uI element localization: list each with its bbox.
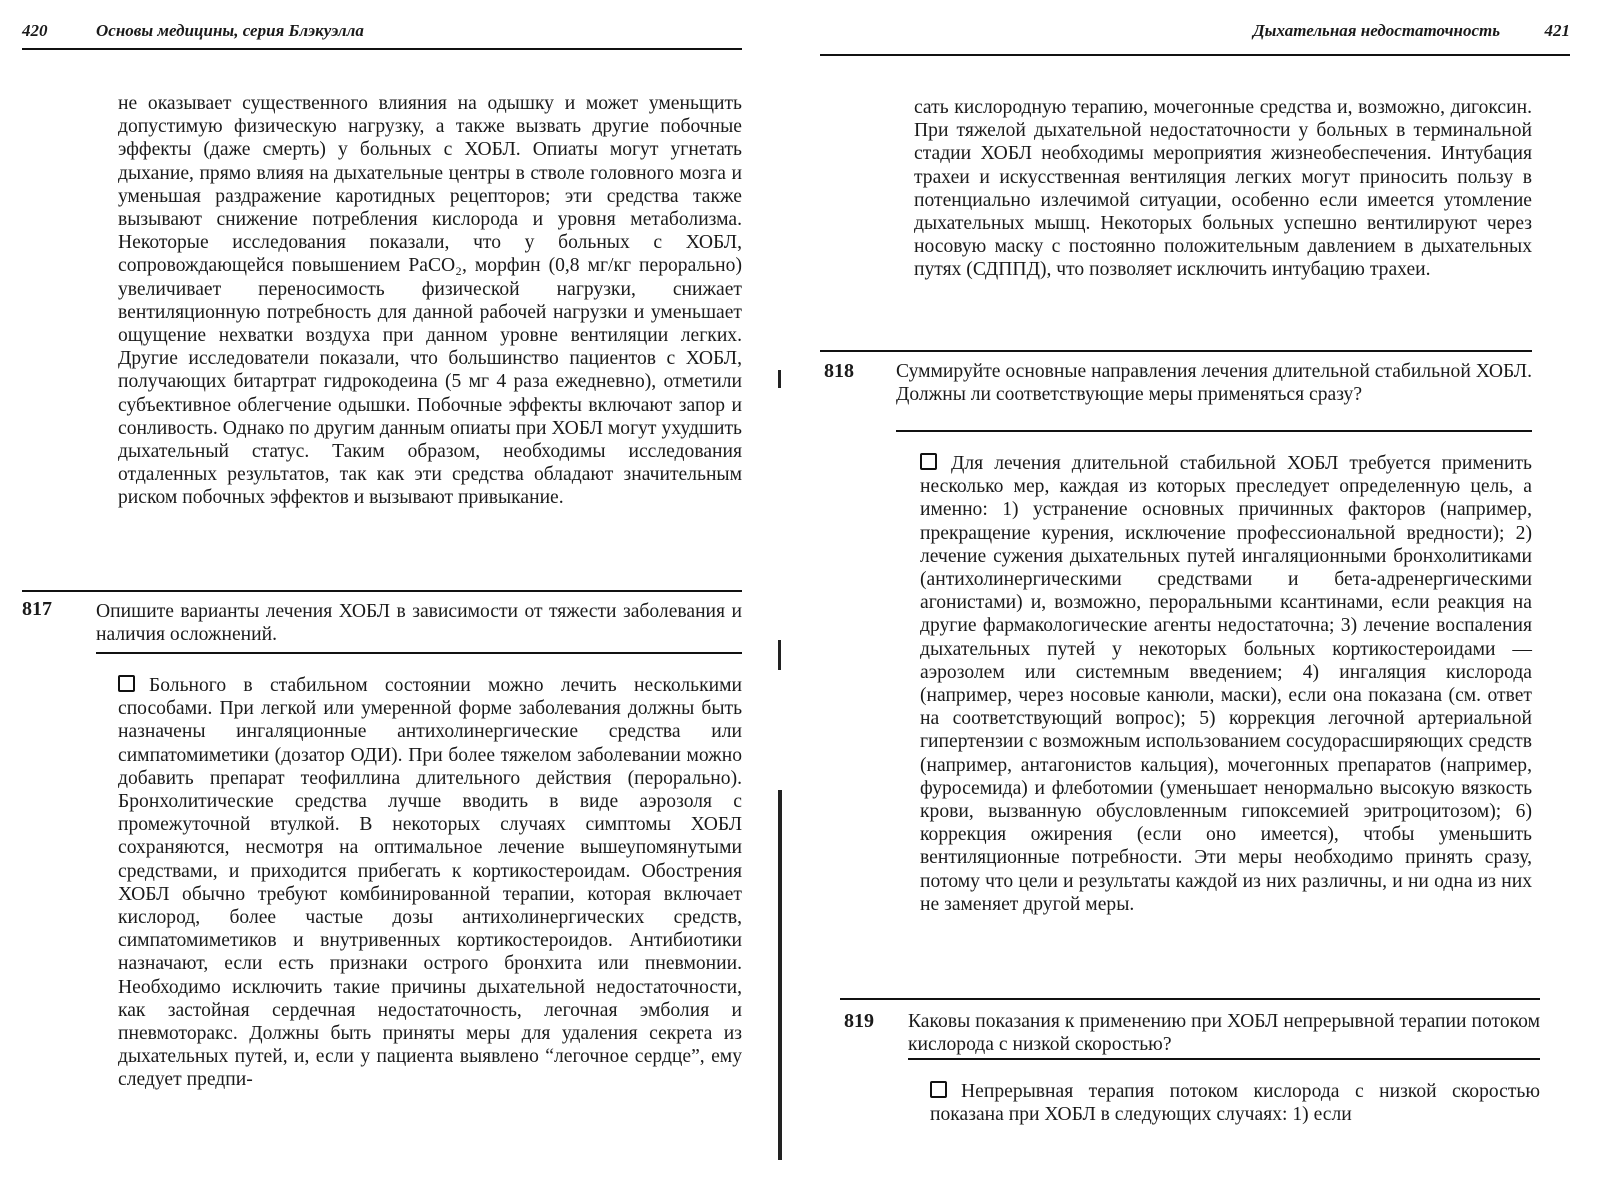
- gutter-binding-shadow: [778, 790, 782, 1160]
- q819-number: 819: [844, 1010, 874, 1032]
- right-continued-paragraph: сать кислородную терапию, мочегонные средства и, возможно, дигоксин. При тяжелой дыхательной недостаточности у больных в терминальной стадии ХОБЛ необходимы мероприятия жизнеобеспечения. Интубация трахеи и искусственная вентиляция легких могут приносить пользу в потенциально излечимой ситуации, особенно если имеется утомление дыхательных мышц. Некоторых больных успешно вентилируют через носовую маску с постоянно положительным давлением в дыхательных путях (СДППД), что позволяет исключить интубацию трахеи.: [914, 97, 1532, 281]
- q818-answer-block: [920, 452, 1532, 916]
- answer-checkbox-icon: [118, 675, 135, 692]
- right-continued-text: [914, 96, 1532, 282]
- q818-number: 818: [824, 360, 854, 382]
- right-running-title: Дыхательная недостаточность: [1253, 21, 1500, 40]
- right-page-number: 421: [1544, 21, 1570, 40]
- answer-checkbox-icon: [930, 1081, 947, 1098]
- q818-answer: Для лечения длительной стабильной ХОБЛ требуется применить несколько мер, каждая из которых преследует определенную цель, а именно: 1) устранение основных причинных факторов (например, прекращение курения, исключение профессиональной вредности); 2) лечение сужения дыхательных путей ингаляционными бронхолитиками (антихолинергическими средствами и бета-адренергическими агонистами) и, возможно, пероральными ксантинами, если реакция на другие фармакологические агенты недостаточна; 3) лечение воспаления дыхательных путей у некоторых больных кортикостероидами — аэрозолем или системным введением; 4) ингаляция кислорода (например, через носовые канюли, маски), если она показана (см. ответ на соответствующий вопрос); 5) коррекция легочной артериальной гипертензии с возможным использованием сосудорасширяющих средств (например, антагонистов кальция), мочегонных препаратов (например, фуросемида) и флеботомии (уменьшает ненормально высокую вязкость крови, вызванную обусловленным гипоксемией эритроцитозом); 6) коррекция ожирения (если оно имеется), чтобы уменьшить вентиляционные потребности. Эти меры необходимо принять сразу, потому что цели и результаты каждой из них различны, и ни одна из них не заменяет другой меры.: [920, 453, 1532, 915]
- left-header-rule: [22, 48, 742, 50]
- left-page: [0, 0, 790, 1186]
- q818-question: Суммируйте основные направления лечения длительной стабильной ХОБЛ. Должны ли соответствующие меры применяться сразу?: [896, 361, 1532, 406]
- q817-number: 817: [22, 598, 52, 620]
- q817-top-rule: [22, 590, 742, 592]
- q819-answer: Непрерывная терапия потоком кислорода с низкой скоростью показана при ХОБЛ в следующих случаях: 1) если: [930, 1081, 1540, 1126]
- q817-bottom-rule: [96, 652, 742, 654]
- left-running-title: Основы медицины, серия Блэкуэлла: [96, 21, 364, 40]
- q819-top-rule: [840, 998, 1540, 1000]
- left-continued-text: [118, 92, 742, 510]
- left-running-head: [22, 18, 742, 44]
- gutter-mark: [778, 640, 781, 670]
- q819-bottom-rule: [908, 1058, 1540, 1060]
- q817-answer: Больного в стабильном состоянии можно лечить несколькими способами. При легкой или умеренной форме заболевания должны быть назначены ингаляционные антихолинергические средства или симпатомиметики (дозатор ОДИ). При более тяжелом заболевании можно добавить препарат теофиллина длительного действия (перорально). Бронхолитические средства лучше вводить в виде аэрозоля с промежуточной втулкой. В некоторых случаях симптомы ХОБЛ сохраняются, несмотря на оптимальное лечение вышеупомянутыми средствами, и приходится прибегать к кортикостероидам. Обострения ХОБЛ обычно требуют комбинированной терапии, которая включает кислород, более частые дозы антихолинергических средств, симпатомиметиков и внутривенных кортикостероидов. Антибиотики назначают, если есть признаки острого бронхита или пневмонии. Необходимо исключить такие причины дыхательной недостаточности, как застойная сердечная недостаточность, легочная эмболия и пневмоторакс. Должны быть приняты меры для удаления секрета из дыхательных путей, и, если у пациента выявлено “легочное сердце”, ему следует предпи-: [118, 675, 742, 1091]
- q819-answer-block: [930, 1080, 1540, 1126]
- gutter-mark: [778, 370, 781, 388]
- right-page: [810, 0, 1600, 1186]
- q817-question: Опишите варианты лечения ХОБЛ в зависимости от тяжести заболевания и наличия осложнений.: [96, 601, 742, 646]
- left-continued-paragraph: не оказывает существенного влияния на одышку и может уменьщить допустимую физическую нагрузку, а также вызвать другие побочные эффекты (даже смерть) у больных с ХОБЛ. Опиаты могут угнетать дыхание, прямо влияя на дыхательные центры в стволе головного мозга и уменьшая раздражение каротидных рецепторов; эти средства также вызывают снижение потребления кислорода и уровня метаболизма. Некоторые исследования показали, что у больных с ХОБЛ, сопровождающейся повышением PaCO₂, морфин (0,8 мг/кг перорально) увеличивает переносимость физической нагрузки, снижает вентиляционную потребность для данной рабочей нагрузки и уменьшает ощущение нехватки воздуха при данном уровне вентиляции легких. Другие исследователи показали, что большинство пациентов с ХОБЛ, получающих битартрат гидрокодеина (5 мг 4 раза ежедневно), отметили субъективное облегчение одышки. Побочные эффекты включают запор и сонливость. Однако по другим данным опиаты при ХОБЛ могут ухудшить дыхательный статус. Таким образом, необходимы исследования отдаленных результатов, так как эти средства обладают значительным риском побочных эффектов и вызывают привыкание.: [118, 93, 742, 509]
- left-page-number: 420: [22, 21, 48, 40]
- q817-answer-block: [118, 674, 742, 1092]
- q818-top-rule: [820, 350, 1532, 352]
- q818-bottom-rule: [896, 430, 1532, 432]
- q819-question: Каковы показания к применению при ХОБЛ непрерывной терапии потоком кислорода с низкой скоростью?: [908, 1011, 1540, 1056]
- right-header-rule: [820, 54, 1570, 56]
- right-running-head: [840, 18, 1570, 44]
- answer-checkbox-icon: [920, 453, 937, 470]
